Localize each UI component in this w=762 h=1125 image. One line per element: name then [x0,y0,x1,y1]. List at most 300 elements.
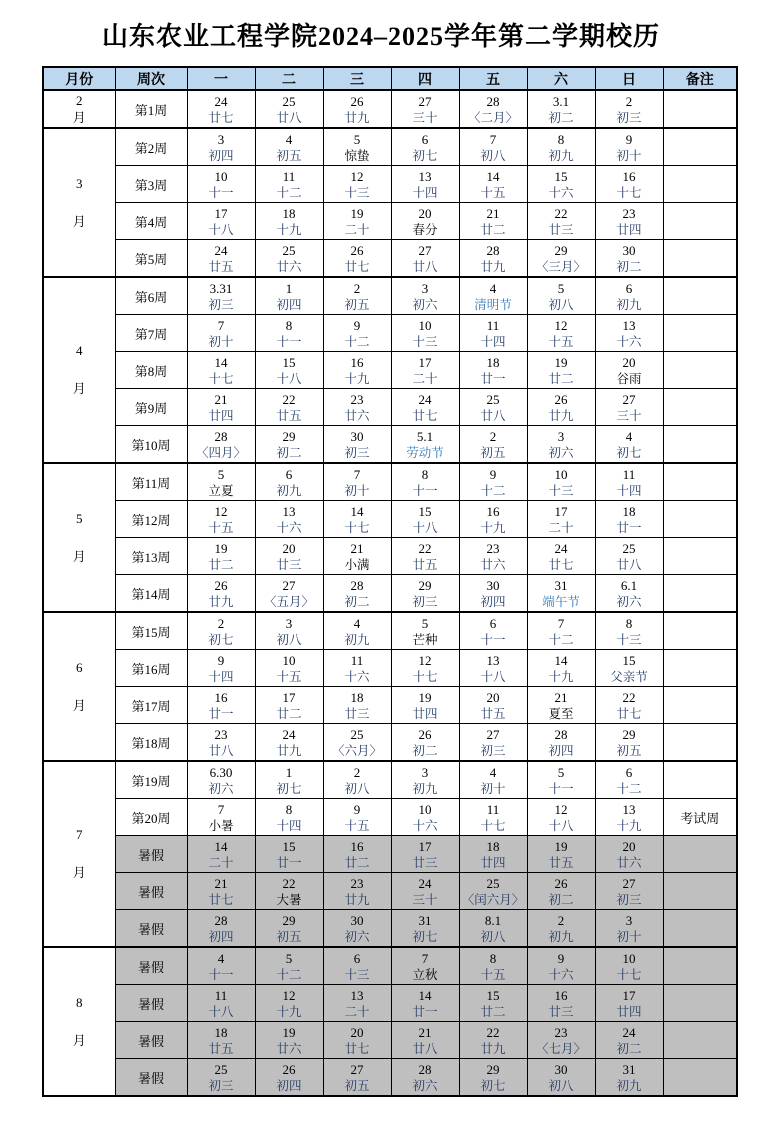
day-number: 3.31 [209,280,233,296]
day-cell [391,426,459,464]
lunar-date-label: 廿八 [480,408,506,423]
column-header-mon: 一 [187,67,255,90]
lunar-date-label: 十二 [276,185,302,200]
day-cell [187,836,255,873]
lunar-date-label: 廿二 [208,557,234,572]
vacation-week-row [43,873,737,910]
lunar-date-label: 初九 [548,148,574,163]
day-cell [255,1022,323,1059]
lunar-date-label: 初五 [276,148,302,163]
day-number: 21 [214,875,228,891]
day-cell [391,1022,459,1059]
day-number: 13 [622,801,636,817]
day-number: 1 [285,280,293,296]
column-header-wed: 三 [323,67,391,90]
day-cell [595,501,663,538]
lunar-date-label: 廿七 [412,408,438,423]
lunar-date-label: 初七 [412,148,438,163]
solar-term-label: 立夏 [208,483,234,498]
week-row [43,240,737,278]
lunar-date-label: 初八 [480,929,506,944]
week-row [43,761,737,799]
column-header-thu: 四 [391,67,459,90]
lunar-date-label: 初九 [276,483,302,498]
day-number: 7 [489,131,497,147]
lunar-date-label: 廿七 [548,557,574,572]
lunar-date-label: 十九 [276,222,302,237]
lunar-date-label: 十九 [480,520,506,535]
day-number: 22 [418,540,432,556]
day-cell [255,947,323,985]
lunar-date-label: 廿八 [616,557,642,572]
day-number: 23 [350,391,364,407]
remark-cell [663,947,737,985]
vacation-label: 暑假 [115,947,187,985]
day-number: 15 [554,168,568,184]
week-label: 第1周 [115,90,187,128]
lunar-date-label: 〈五月〉 [263,594,314,609]
day-number: 12 [350,168,364,184]
lunar-date-label: 初三 [208,297,234,312]
day-cell [187,538,255,575]
day-number: 10 [418,801,432,817]
month-label: 3 月 [43,128,115,277]
lunar-date-label: 廿一 [616,520,642,535]
lunar-date-label: 廿五 [412,557,438,572]
day-cell [527,947,595,985]
lunar-date-label: 廿三 [412,855,438,870]
week-label: 第6周 [115,277,187,315]
day-number: 5.1 [416,428,434,444]
day-number: 12 [554,801,568,817]
solar-term-label: 小暑 [208,818,234,833]
lunar-date-label: 十二 [344,334,370,349]
day-cell [459,1022,527,1059]
day-number: 24 [418,875,432,891]
day-number: 16 [350,354,364,370]
lunar-date-label: 十一 [208,967,234,982]
day-number: 29 [418,577,432,593]
day-cell [255,985,323,1022]
remark-cell [663,501,737,538]
lunar-date-label: 十八 [208,222,234,237]
day-number: 10 [282,652,296,668]
lunar-date-label: 初八 [276,632,302,647]
day-cell [391,724,459,762]
day-cell [527,724,595,762]
week-row [43,277,737,315]
day-number: 19 [418,689,432,705]
lunar-date-label: 二十 [344,222,370,237]
day-number: 10 [418,317,432,333]
lunar-date-label: 二十 [548,520,574,535]
column-header-fri: 五 [459,67,527,90]
day-number: 23 [214,726,228,742]
lunar-date-label: 初四 [276,1078,302,1093]
day-cell [459,575,527,613]
day-cell [595,761,663,799]
lunar-date-label: 廿三 [276,557,302,572]
lunar-date-label: 初六 [208,781,234,796]
day-cell [187,873,255,910]
lunar-date-label: 十六 [412,818,438,833]
day-number: 8 [285,317,293,333]
remark-cell: 考试周 [663,799,737,836]
day-cell [527,463,595,501]
day-cell [459,389,527,426]
lunar-date-label: 十六 [276,520,302,535]
day-cell [459,724,527,762]
day-cell [323,650,391,687]
day-number: 25 [282,93,296,109]
day-cell [323,910,391,948]
day-number: 24 [554,540,568,556]
day-number: 13 [418,168,432,184]
lunar-date-label: 廿四 [616,222,642,237]
solar-term-label: 夏至 [548,706,574,721]
day-cell [595,575,663,613]
day-number: 20 [418,205,432,221]
day-cell [187,166,255,203]
day-number: 17 [282,689,296,705]
lunar-date-label: 廿九 [344,110,370,125]
day-cell [391,501,459,538]
calendar-body [43,90,737,1096]
column-header-month: 月份 [43,67,115,90]
lunar-date-label: 十五 [344,818,370,833]
solar-term-label: 小满 [344,557,370,572]
day-number: 7 [217,801,225,817]
day-number: 5 [217,466,225,482]
lunar-date-label: 十六 [548,967,574,982]
day-cell [391,277,459,315]
week-label: 第8周 [115,352,187,389]
lunar-date-label: 初五 [276,929,302,944]
remark-cell [663,315,737,352]
lunar-date-label: 廿四 [616,1004,642,1019]
day-cell [527,389,595,426]
day-number: 22 [282,875,296,891]
day-number: 28 [554,726,568,742]
lunar-date-label: 〈六月〉 [331,743,382,758]
day-number: 18 [486,838,500,854]
day-cell [391,315,459,352]
day-number: 16 [486,503,500,519]
lunar-date-label: 廿五 [276,408,302,423]
day-cell [595,352,663,389]
lunar-date-label: 初九 [616,1078,642,1093]
lunar-date-label: 廿七 [616,706,642,721]
day-number: 17 [418,838,432,854]
lunar-date-label: 〈七月〉 [535,1041,586,1056]
lunar-date-label: 二十 [412,371,438,386]
day-cell [187,612,255,650]
day-number: 6.30 [209,764,233,780]
week-row [43,463,737,501]
lunar-date-label: 初十 [616,148,642,163]
day-number: 21 [486,205,500,221]
day-cell [187,910,255,948]
lunar-date-label: 初九 [548,929,574,944]
day-number: 31 [622,1061,636,1077]
day-number: 9 [217,652,225,668]
day-cell [255,389,323,426]
day-number: 12 [418,652,432,668]
day-number: 18 [214,1024,228,1040]
day-number: 7 [421,950,429,966]
lunar-date-label: 十五 [548,334,574,349]
lunar-date-label: 初六 [616,594,642,609]
day-number: 4 [285,131,293,147]
month-label: 8 月 [43,947,115,1096]
day-cell [255,203,323,240]
day-cell [527,166,595,203]
day-number: 20 [282,540,296,556]
lunar-date-label: 十七 [616,967,642,982]
lunar-date-label: 廿七 [344,259,370,274]
day-number: 30 [486,577,500,593]
vacation-week-row [43,836,737,873]
day-cell [187,799,255,836]
day-number: 20 [622,354,636,370]
week-row [43,166,737,203]
week-row [43,203,737,240]
day-number: 26 [418,726,432,742]
lunar-date-label: 廿七 [208,110,234,125]
day-number: 2 [489,428,497,444]
day-cell [595,724,663,762]
lunar-date-label: 初九 [344,632,370,647]
day-number: 30 [350,428,364,444]
week-label: 第3周 [115,166,187,203]
solar-term-label: 大暑 [276,892,302,907]
lunar-date-label: 十三 [344,185,370,200]
day-cell [187,761,255,799]
day-number: 12 [554,317,568,333]
day-cell [323,501,391,538]
day-number: 21 [418,1024,432,1040]
day-number: 21 [554,689,568,705]
week-row [43,575,737,613]
day-cell [255,687,323,724]
day-number: 9 [353,801,361,817]
day-cell [459,352,527,389]
day-cell [255,166,323,203]
day-cell [187,501,255,538]
week-row [43,352,737,389]
remark-cell [663,687,737,724]
day-cell [391,166,459,203]
day-number: 15 [486,987,500,1003]
vacation-label: 暑假 [115,873,187,910]
day-number: 5 [353,131,361,147]
day-number: 3 [421,280,429,296]
lunar-date-label: 十四 [616,483,642,498]
week-label: 第19周 [115,761,187,799]
day-cell [255,538,323,575]
solar-term-label: 立秋 [412,967,438,982]
day-number: 28 [486,242,500,258]
day-cell [187,947,255,985]
week-row [43,724,737,762]
day-cell [459,240,527,278]
day-cell [187,463,255,501]
day-number: 17 [418,354,432,370]
week-row [43,315,737,352]
day-number: 19 [554,838,568,854]
day-cell [187,128,255,166]
week-label: 第7周 [115,315,187,352]
day-cell [459,1059,527,1097]
day-cell [459,650,527,687]
lunar-date-label: 十四 [480,334,506,349]
day-number: 8 [421,466,429,482]
remark-cell [663,1022,737,1059]
day-cell [323,612,391,650]
lunar-date-label: 十八 [208,1004,234,1019]
day-number: 3 [421,764,429,780]
lunar-date-label: 初六 [412,1078,438,1093]
lunar-date-label: 二十 [344,1004,370,1019]
day-number: 19 [350,205,364,221]
remark-cell [663,836,737,873]
day-number: 25 [486,875,500,891]
day-number: 23 [554,1024,568,1040]
day-cell [391,463,459,501]
day-number: 22 [282,391,296,407]
day-cell [527,538,595,575]
day-cell [391,650,459,687]
day-number: 14 [350,503,364,519]
lunar-date-label: 廿三 [548,222,574,237]
lunar-date-label: 初九 [616,297,642,312]
lunar-date-label: 十八 [480,669,506,684]
day-number: 6 [353,950,361,966]
lunar-date-label: 初六 [548,445,574,460]
day-number: 14 [214,354,228,370]
day-cell [187,426,255,464]
week-label: 第13周 [115,538,187,575]
day-cell [595,538,663,575]
week-label: 第10周 [115,426,187,464]
day-cell [323,426,391,464]
day-number: 27 [350,1061,364,1077]
day-cell [595,240,663,278]
lunar-date-label: 廿九 [548,408,574,423]
remark-cell [663,985,737,1022]
day-cell [255,650,323,687]
day-cell [391,352,459,389]
day-cell [187,985,255,1022]
day-number: 26 [214,577,228,593]
month-label: 5 月 [43,463,115,612]
day-cell [255,836,323,873]
week-row [43,538,737,575]
day-number: 2 [353,764,361,780]
week-label: 第17周 [115,687,187,724]
week-label: 第5周 [115,240,187,278]
day-cell [527,575,595,613]
day-number: 4 [353,615,361,631]
day-cell [323,873,391,910]
day-cell [527,687,595,724]
day-number: 18 [622,503,636,519]
lunar-date-label: 廿二 [480,222,506,237]
day-number: 27 [622,875,636,891]
vacation-label: 暑假 [115,1022,187,1059]
day-cell [323,463,391,501]
column-header-remark: 备注 [663,67,737,90]
day-number: 6 [625,280,633,296]
lunar-date-label: 初十 [480,781,506,796]
day-cell [459,910,527,948]
lunar-date-label: 十一 [548,781,574,796]
lunar-date-label: 十九 [276,1004,302,1019]
day-number: 14 [214,838,228,854]
lunar-date-label: 父亲节 [610,669,648,684]
day-number: 28 [350,577,364,593]
lunar-date-label: 初二 [616,259,642,274]
lunar-date-label: 十七 [616,185,642,200]
day-cell [255,799,323,836]
week-row [43,389,737,426]
day-number: 17 [214,205,228,221]
day-cell [323,985,391,1022]
day-number: 4 [217,950,225,966]
day-cell [459,426,527,464]
day-number: 24 [214,93,228,109]
day-number: 27 [282,577,296,593]
lunar-date-label: 初四 [480,594,506,609]
day-cell [595,128,663,166]
day-number: 24 [418,391,432,407]
lunar-date-label: 廿八 [276,110,302,125]
solar-term-label: 芒种 [412,632,438,647]
day-cell [255,724,323,762]
day-cell [595,463,663,501]
lunar-date-label: 初五 [480,445,506,460]
day-number: 15 [282,838,296,854]
lunar-date-label: 〈闰六月〉 [461,892,525,907]
remark-cell [663,240,737,278]
day-number: 31 [418,912,432,928]
week-row [43,687,737,724]
day-cell [323,1059,391,1097]
lunar-date-label: 初二 [548,892,574,907]
day-cell [527,985,595,1022]
lunar-date-label: 初三 [480,743,506,758]
remark-cell [663,910,737,948]
lunar-date-label: 初六 [412,297,438,312]
day-number: 9 [557,950,565,966]
remark-cell [663,538,737,575]
day-number: 9 [489,466,497,482]
day-cell [459,128,527,166]
day-cell [323,128,391,166]
day-cell [323,687,391,724]
lunar-date-label: 初二 [344,594,370,609]
day-cell [459,612,527,650]
day-cell [187,724,255,762]
lunar-date-label: 廿六 [276,1041,302,1056]
day-number: 24 [622,1024,636,1040]
day-number: 3 [285,615,293,631]
week-row [43,90,737,128]
day-number: 19 [282,1024,296,1040]
day-cell [391,128,459,166]
day-cell [255,128,323,166]
lunar-date-label: 初三 [616,892,642,907]
